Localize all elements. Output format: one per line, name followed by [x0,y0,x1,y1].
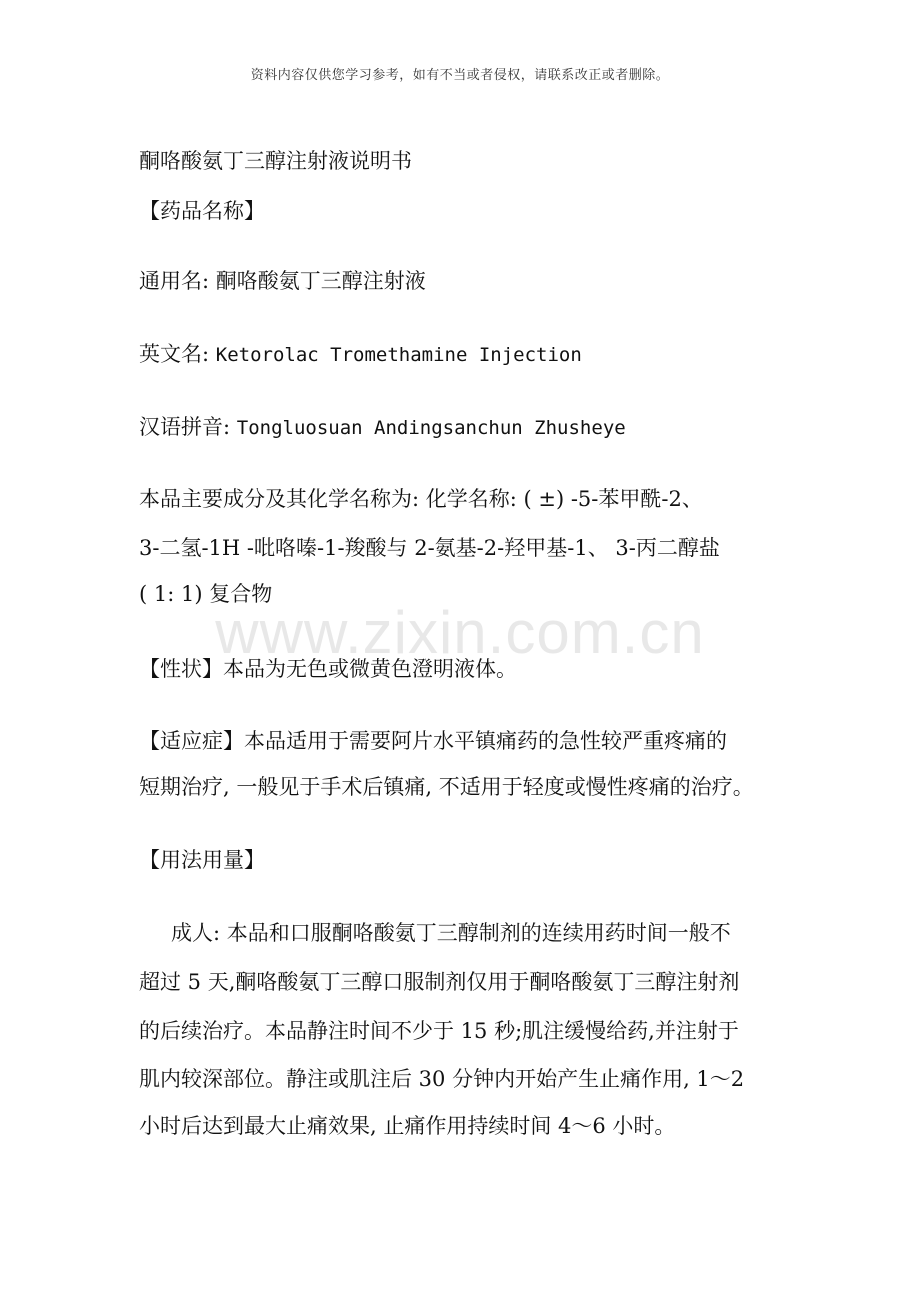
indications-line-1: 【适应症】本品适用于需要阿片水平镇痛药的急性较严重疼痛的 [139,729,727,753]
dosage-line-1: 成人: 本品和口服酮咯酸氨丁三醇制剂的连续用药时间一般不 [171,921,731,945]
section-heading-drug-name: 【药品名称】 [139,199,265,223]
dosage-line-4: 肌内较深部位。静注或肌注后 30 分钟内开始产生止痛作用, 1～2 [139,1067,745,1091]
watermark: www.zixin.com.cn [215,599,705,666]
pinyin-value: Tongluosuan Andingsanchun Zhusheye [236,417,626,439]
generic-name: 通用名: 酮咯酸氨丁三醇注射液 [139,269,426,293]
dosage-line-2: 超过 5 天,酮咯酸氨丁三醇口服制剂仅用于酮咯酸氨丁三醇注射剂 [139,970,740,994]
english-name-label: 英文名: [139,342,216,366]
indications-line-2: 短期治疗, 一般见于手术后镇痛, 不适用于轻度或慢性疼痛的治疗。 [139,775,754,799]
pinyin-label: 汉语拼音: [139,415,237,439]
dosage-line-5: 小时后达到最大止痛效果, 止痛作用持续时间 4～6 小时。 [139,1114,676,1138]
english-name-value: Ketorolac Tromethamine Injection [215,344,582,366]
section-heading-dosage: 【用法用量】 [139,848,265,872]
appearance-section: 【性状】本品为无色或微黄色澄明液体。 [139,657,517,681]
dosage-line-3: 的后续治疗。本品静注时间不少于 15 秒;肌注缓慢给药,并注射于 [139,1019,739,1043]
pinyin-line [139,414,626,441]
document-title: 酮咯酸氨丁三醇注射液说明书 [139,149,412,173]
composition-line-3: ( 1: 1) 复合物 [139,582,273,606]
composition-line-1: 本品主要成分及其化学名称为: 化学名称: ( ±) -5-苯甲酰-2、 [139,487,703,511]
header-disclaimer: 资料内容仅供您学习参考，如有不当或者侵权，请联系改正或者删除。 [250,68,670,83]
composition-line-2: 3-二氢-1H -吡咯嗪-1-羧酸与 2-氨基-2-羟甲基-1、 3-丙二醇盐 [139,536,720,560]
english-name-line [139,341,582,368]
